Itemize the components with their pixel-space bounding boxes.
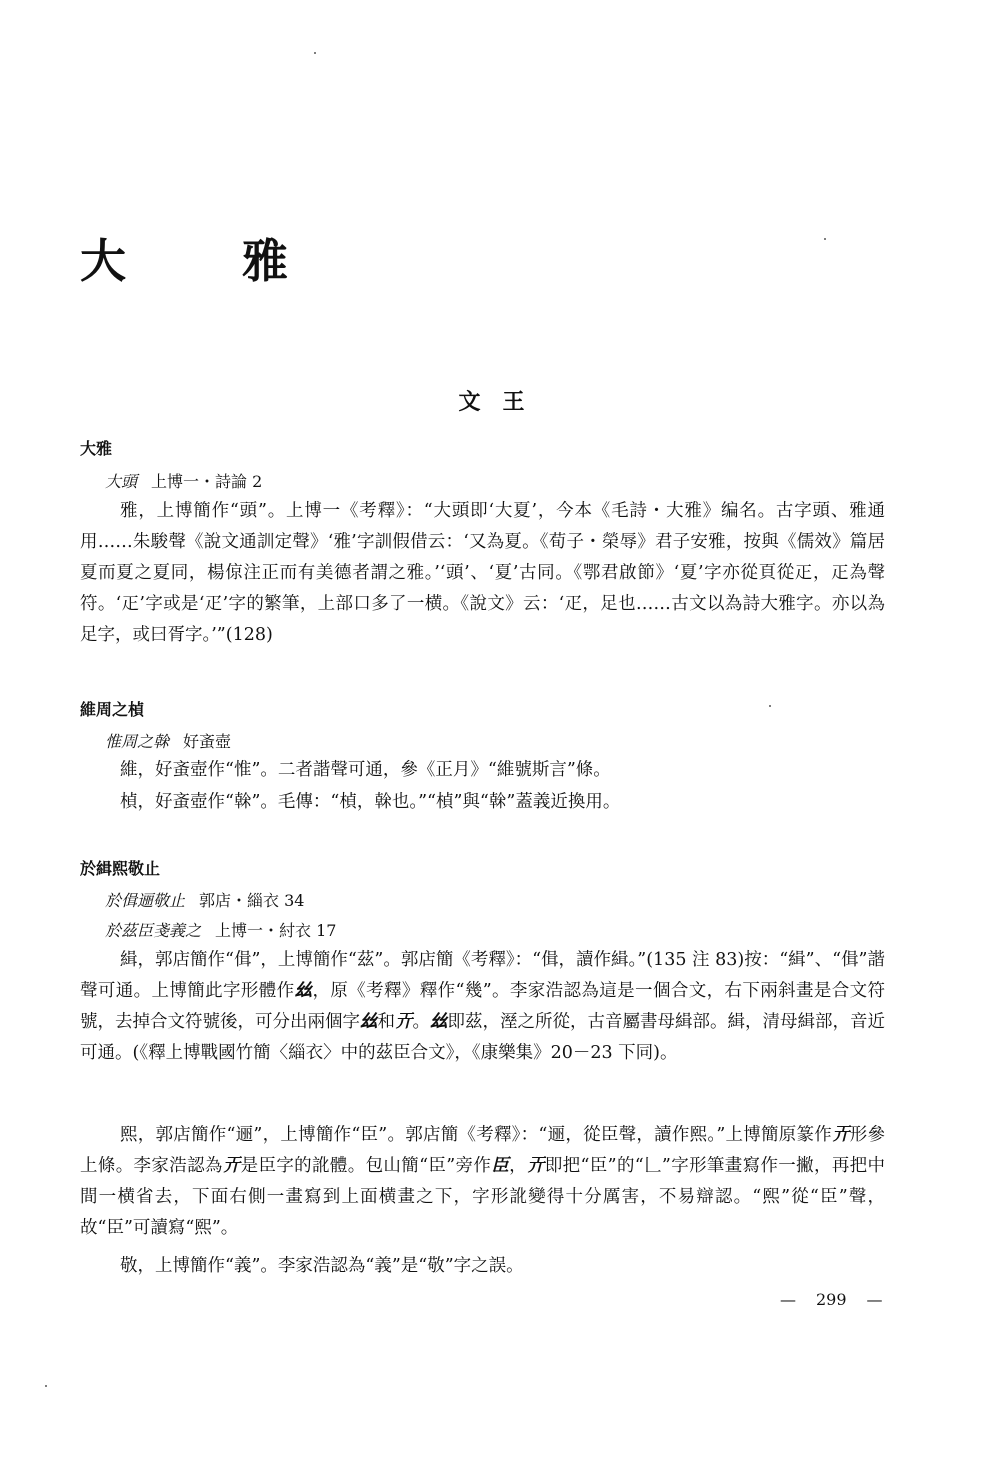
paragraph-text: 和 — [377, 1012, 395, 1032]
commentary-paragraph: 雅，上博簡作“頭”。上博一《考釋》：“大頭即‘大夏’，今本《毛詩・大雅》编名。古字頭、雅通用……朱駿聲《說文通訓定聲》‘雅’字訓假借云：‘又為夏。《荀子・榮辱》君子安雅，按與《儒效》篇居夏而夏之夏同，楊倞注正而有美德者謂之雅。’‘頭’、‘夏’古同。《鄂君啟節》‘夏’字亦從頁從𤴓，𤴓為聲符。‘𤴓’字或是‘疋’字的繁筆，上部口多了一横。《說文》云：‘疋，足也……古文以為詩大雅字。亦以為足字，或曰胥字。’”(128) — [80, 501, 885, 645]
ancient-glyph: 𢆶 — [294, 981, 313, 1001]
paragraph-text: 即把“臣”的“𠃊”字形筆畫寫作一撇，再把中間一横省去，下面右側一畫寫到上面横畫之下，字形訛變得十分厲害，不易辯認。“熙”從“臣”聲，故“臣”可讀寫“熙”。 — [80, 1156, 886, 1238]
footer-dash: — — [866, 1290, 883, 1309]
source-quote: 惟周之榦 — [105, 732, 170, 751]
source-ref: 好蚉壺 — [183, 732, 232, 751]
source-line — [105, 918, 336, 941]
entry-heading: 維周之楨 — [80, 700, 145, 719]
commentary-paragraph: 維，好蚉壺作“惟”。二者諧聲可通，參《正月》“維號斯言”條。 — [120, 760, 611, 780]
source-ref: 郭店・緇衣 34 — [199, 891, 305, 910]
commentary-paragraph — [80, 945, 885, 1069]
commentary-paragraph: 楨，好蚉壺作“榦”。毛傳：“楨，榦也。”“楨”與“榦”蓋義近換用。 — [120, 792, 621, 812]
ancient-glyph: 𢀘 — [832, 1125, 850, 1145]
entry-heading: 大雅 — [80, 439, 113, 458]
paragraph-text: 。 — [412, 1012, 430, 1032]
footer-dash: — — [780, 1290, 796, 1309]
commentary-paragraph: 敬，上博簡作“義”。李家浩認為“義”是“敬”字之誤。 — [120, 1256, 524, 1276]
paragraph-text: ，原《考釋》釋作“幾”。李家浩認為這是一個合文，右下兩斜畫是合文符號，去掉合文符號後，可分出兩個字 — [80, 981, 885, 1032]
source-quote: 於茲臣戔義之 — [105, 921, 202, 940]
paragraph-text: 即茲，溼之所從，古音屬書母緝部。緝，清母緝部，音近可通。(《釋上博戰國竹簡〈緇衣〉中的茲臣合文》，《康樂集》20－23 下同)。 — [80, 1012, 885, 1063]
scan-speck — [769, 705, 771, 707]
scan-speck — [824, 238, 826, 240]
source-quote: 大頭 — [105, 472, 138, 491]
source-line — [105, 729, 231, 752]
paragraph-text: 緝，郭店簡作“偮”，上博簡作“茲”。郭店簡《考釋》：“偮，讀作緝。”(135 注 83)按：“緝”、“偮”諧聲可通。上博簡此字形體作 — [80, 950, 885, 1001]
ancient-glyph: 𢀘 — [395, 1012, 413, 1032]
ancient-glyph: 臣 — [491, 1156, 510, 1176]
source-ref: 上博一・詩論 2 — [151, 472, 263, 491]
paragraph-text: 熙，郭店簡作“逦”，上博簡作“臣”。郭店簡《考釋》：“逦，從臣聲，讀作熙。”上博簡原篆作 — [120, 1125, 832, 1145]
source-line — [105, 888, 304, 911]
section-title: 文王 — [458, 389, 547, 415]
scan-speck — [314, 52, 316, 54]
source-line — [105, 469, 262, 492]
ancient-glyph: 𢆶 — [360, 1012, 378, 1032]
ancient-glyph: 𢀘 — [222, 1156, 241, 1176]
paragraph-text: 形參上條。李家浩認為 — [80, 1125, 885, 1176]
page-number: 299 — [816, 1290, 847, 1309]
paragraph-text: ， — [509, 1156, 527, 1176]
ancient-glyph: 𢆶 — [430, 1012, 448, 1032]
ancient-glyph: 𢀘 — [526, 1156, 545, 1176]
source-ref: 上博一・紂衣 17 — [215, 921, 337, 940]
paragraph-text: 是臣字的訛體。包山簡“臣”旁作 — [240, 1156, 492, 1176]
source-quote: 於偮逦敬止 — [105, 891, 186, 910]
page-footer — [770, 1290, 893, 1309]
chapter-title: 大 雅 — [80, 234, 339, 288]
commentary-paragraph — [80, 1120, 885, 1244]
scan-speck — [45, 1385, 47, 1387]
entry-heading: 於緝熙敬止 — [80, 859, 161, 878]
